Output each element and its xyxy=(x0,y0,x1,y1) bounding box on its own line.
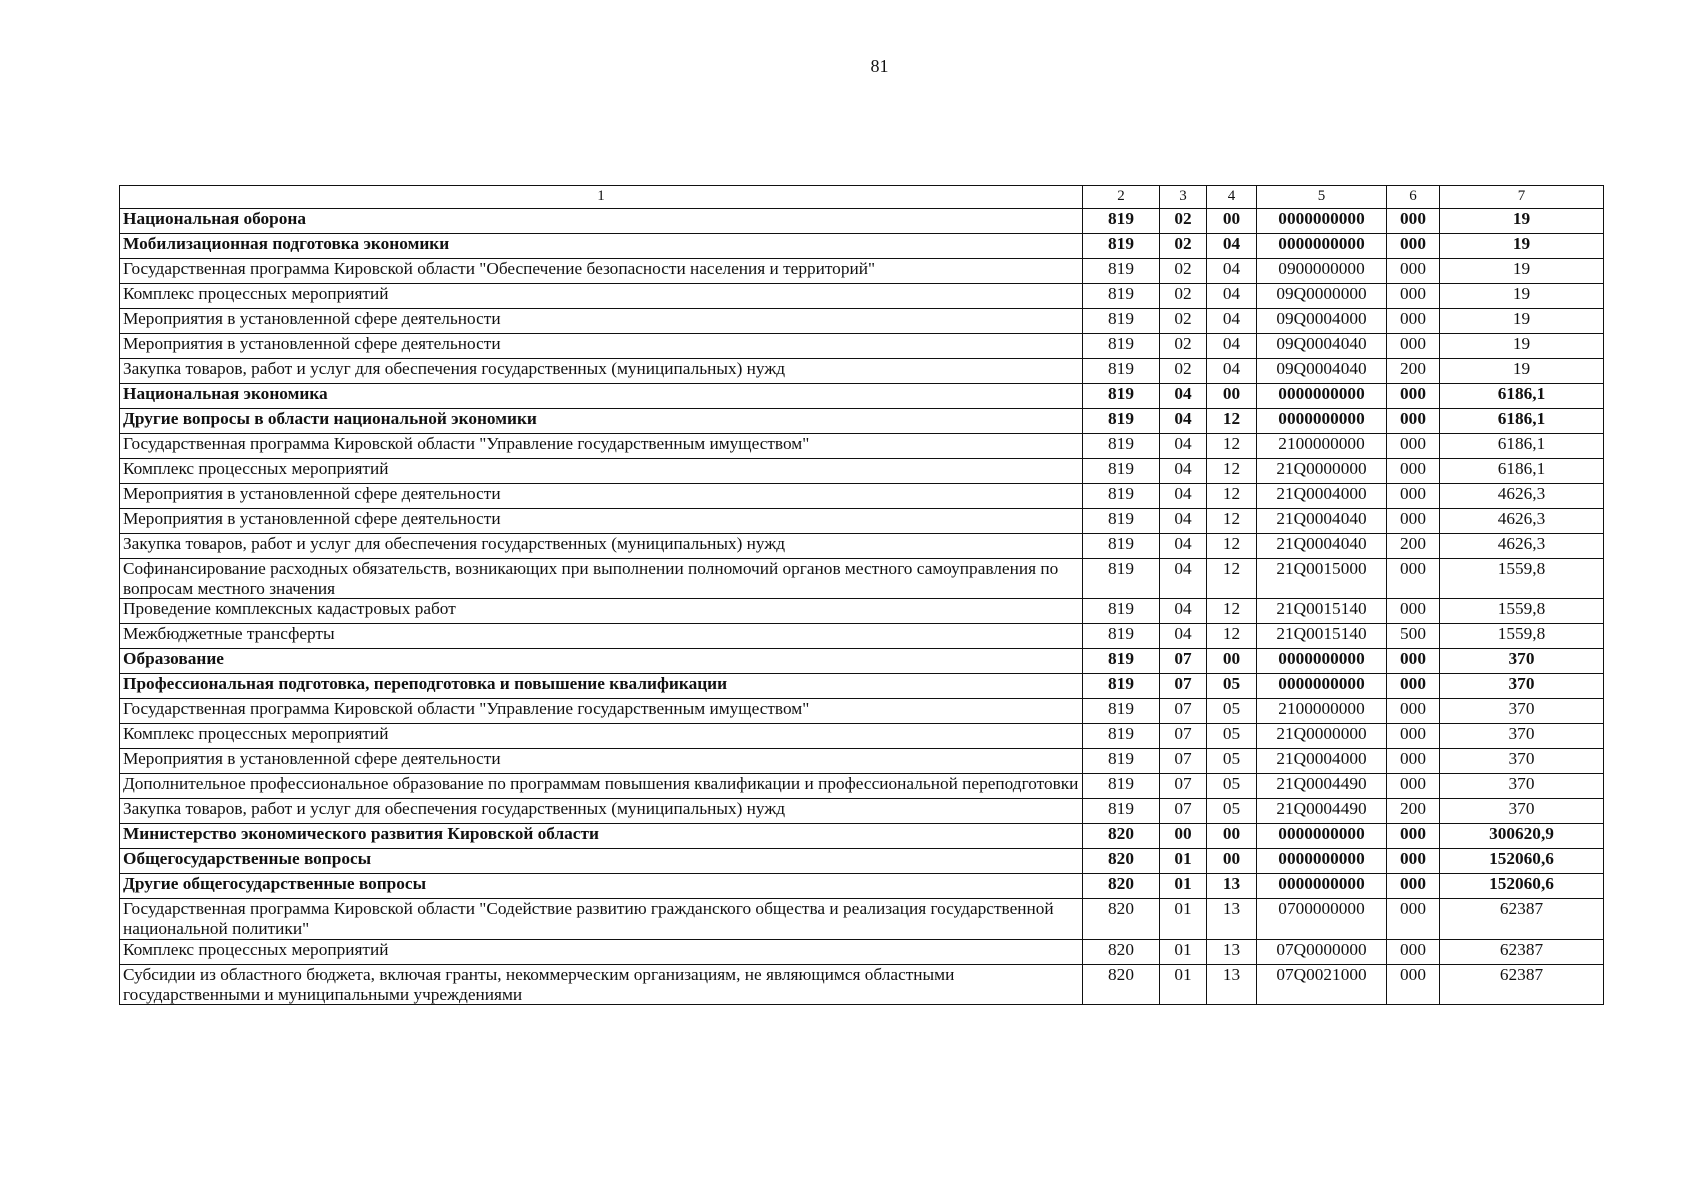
target-article-cell: 21Q0004040 xyxy=(1257,509,1387,534)
table-row xyxy=(120,459,1604,484)
amount-cell: 19 xyxy=(1440,259,1604,284)
subsection-code-cell: 13 xyxy=(1207,874,1257,899)
expense-type-cell: 000 xyxy=(1387,899,1440,939)
table-row xyxy=(120,964,1604,1004)
expense-type-cell: 000 xyxy=(1387,334,1440,359)
amount-cell: 370 xyxy=(1440,674,1604,699)
table-row xyxy=(120,359,1604,384)
subsection-code-cell: 13 xyxy=(1207,964,1257,1004)
table-row xyxy=(120,384,1604,409)
section-code-cell: 04 xyxy=(1160,459,1207,484)
ministry-code-cell: 819 xyxy=(1083,799,1160,824)
amount-cell: 19 xyxy=(1440,209,1604,234)
amount-cell: 19 xyxy=(1440,234,1604,259)
table-row xyxy=(120,409,1604,434)
target-article-cell: 2100000000 xyxy=(1257,699,1387,724)
item-name-cell: Субсидии из областного бюджета, включая гранты, некоммерческим организациям, не являющимся областными государственными и муниципальными учреждениями xyxy=(120,964,1083,1004)
item-name-cell: Комплекс процессных мероприятий xyxy=(120,939,1083,964)
column-header: 2 xyxy=(1083,186,1160,209)
section-code-cell: 07 xyxy=(1160,649,1207,674)
expense-type-cell: 000 xyxy=(1387,824,1440,849)
ministry-code-cell: 819 xyxy=(1083,309,1160,334)
table-row xyxy=(120,259,1604,284)
ministry-code-cell: 819 xyxy=(1083,209,1160,234)
expense-type-cell: 000 xyxy=(1387,509,1440,534)
target-article-cell: 21Q0000000 xyxy=(1257,459,1387,484)
subsection-code-cell: 04 xyxy=(1207,234,1257,259)
amount-cell: 6186,1 xyxy=(1440,384,1604,409)
expense-type-cell: 500 xyxy=(1387,624,1440,649)
subsection-code-cell: 12 xyxy=(1207,484,1257,509)
item-name-cell: Государственная программа Кировской области "Управление государственным имуществом" xyxy=(120,434,1083,459)
target-article-cell: 21Q0015000 xyxy=(1257,559,1387,599)
subsection-code-cell: 04 xyxy=(1207,359,1257,384)
ministry-code-cell: 820 xyxy=(1083,964,1160,1004)
amount-cell: 370 xyxy=(1440,649,1604,674)
target-article-cell: 0000000000 xyxy=(1257,874,1387,899)
ministry-code-cell: 819 xyxy=(1083,674,1160,699)
item-name-cell: Национальная оборона xyxy=(120,209,1083,234)
expense-type-cell: 000 xyxy=(1387,964,1440,1004)
expense-type-cell: 000 xyxy=(1387,849,1440,874)
section-code-cell: 02 xyxy=(1160,359,1207,384)
column-header: 4 xyxy=(1207,186,1257,209)
subsection-code-cell: 12 xyxy=(1207,534,1257,559)
expense-type-cell: 000 xyxy=(1387,724,1440,749)
column-header: 5 xyxy=(1257,186,1387,209)
ministry-code-cell: 819 xyxy=(1083,559,1160,599)
expense-type-cell: 000 xyxy=(1387,384,1440,409)
subsection-code-cell: 00 xyxy=(1207,384,1257,409)
column-header: 1 xyxy=(120,186,1083,209)
expense-type-cell: 200 xyxy=(1387,799,1440,824)
target-article-cell: 09Q0000000 xyxy=(1257,284,1387,309)
item-name-cell: Комплекс процессных мероприятий xyxy=(120,724,1083,749)
section-code-cell: 04 xyxy=(1160,559,1207,599)
target-article-cell: 21Q0004000 xyxy=(1257,484,1387,509)
item-name-cell: Межбюджетные трансферты xyxy=(120,624,1083,649)
table-header-row xyxy=(120,186,1604,209)
page-number: 81 xyxy=(870,56,889,76)
ministry-code-cell: 819 xyxy=(1083,649,1160,674)
ministry-code-cell: 819 xyxy=(1083,409,1160,434)
expense-type-cell: 000 xyxy=(1387,699,1440,724)
target-article-cell: 0900000000 xyxy=(1257,259,1387,284)
target-article-cell: 09Q0004040 xyxy=(1257,359,1387,384)
expense-type-cell: 000 xyxy=(1387,874,1440,899)
expense-type-cell: 000 xyxy=(1387,749,1440,774)
section-code-cell: 04 xyxy=(1160,624,1207,649)
ministry-code-cell: 819 xyxy=(1083,284,1160,309)
amount-cell: 370 xyxy=(1440,724,1604,749)
section-code-cell: 07 xyxy=(1160,724,1207,749)
table-row xyxy=(120,874,1604,899)
subsection-code-cell: 05 xyxy=(1207,799,1257,824)
subsection-code-cell: 12 xyxy=(1207,624,1257,649)
table-row xyxy=(120,509,1604,534)
table-row xyxy=(120,534,1604,559)
table-row xyxy=(120,559,1604,599)
table-row xyxy=(120,774,1604,799)
section-code-cell: 07 xyxy=(1160,774,1207,799)
ministry-code-cell: 819 xyxy=(1083,259,1160,284)
target-article-cell: 21Q0015140 xyxy=(1257,624,1387,649)
subsection-code-cell: 12 xyxy=(1207,434,1257,459)
ministry-code-cell: 819 xyxy=(1083,774,1160,799)
item-name-cell: Мероприятия в установленной сфере деятельности xyxy=(120,484,1083,509)
target-article-cell: 09Q0004040 xyxy=(1257,334,1387,359)
ministry-code-cell: 819 xyxy=(1083,384,1160,409)
target-article-cell: 0000000000 xyxy=(1257,384,1387,409)
amount-cell: 62387 xyxy=(1440,939,1604,964)
target-article-cell: 21Q0004490 xyxy=(1257,774,1387,799)
subsection-code-cell: 12 xyxy=(1207,409,1257,434)
item-name-cell: Национальная экономика xyxy=(120,384,1083,409)
subsection-code-cell: 13 xyxy=(1207,899,1257,939)
subsection-code-cell: 00 xyxy=(1207,849,1257,874)
amount-cell: 152060,6 xyxy=(1440,849,1604,874)
item-name-cell: Мероприятия в установленной сфере деятельности xyxy=(120,309,1083,334)
ministry-code-cell: 819 xyxy=(1083,334,1160,359)
section-code-cell: 02 xyxy=(1160,284,1207,309)
subsection-code-cell: 04 xyxy=(1207,259,1257,284)
section-code-cell: 07 xyxy=(1160,674,1207,699)
amount-cell: 1559,8 xyxy=(1440,599,1604,624)
expense-type-cell: 000 xyxy=(1387,674,1440,699)
subsection-code-cell: 05 xyxy=(1207,749,1257,774)
item-name-cell: Дополнительное профессиональное образование по программам повышения квалификации и профессиональной переподготовки xyxy=(120,774,1083,799)
ministry-code-cell: 819 xyxy=(1083,699,1160,724)
section-code-cell: 01 xyxy=(1160,964,1207,1004)
section-code-cell: 04 xyxy=(1160,534,1207,559)
amount-cell: 1559,8 xyxy=(1440,559,1604,599)
amount-cell: 19 xyxy=(1440,284,1604,309)
amount-cell: 4626,3 xyxy=(1440,484,1604,509)
amount-cell: 4626,3 xyxy=(1440,534,1604,559)
amount-cell: 6186,1 xyxy=(1440,434,1604,459)
subsection-code-cell: 05 xyxy=(1207,724,1257,749)
section-code-cell: 07 xyxy=(1160,699,1207,724)
amount-cell: 300620,9 xyxy=(1440,824,1604,849)
ministry-code-cell: 820 xyxy=(1083,874,1160,899)
item-name-cell: Государственная программа Кировской области "Содействие развитию гражданского общества и реализация государственной национальной политики" xyxy=(120,899,1083,939)
target-article-cell: 21Q0004000 xyxy=(1257,749,1387,774)
table-row xyxy=(120,749,1604,774)
section-code-cell: 04 xyxy=(1160,434,1207,459)
ministry-code-cell: 819 xyxy=(1083,359,1160,384)
item-name-cell: Министерство экономического развития Кировской области xyxy=(120,824,1083,849)
ministry-code-cell: 819 xyxy=(1083,724,1160,749)
table-row xyxy=(120,849,1604,874)
table-row xyxy=(120,699,1604,724)
budget-table xyxy=(119,185,1604,1005)
table-row xyxy=(120,724,1604,749)
table-row xyxy=(120,434,1604,459)
item-name-cell: Государственная программа Кировской области "Обеспечение безопасности населения и территорий" xyxy=(120,259,1083,284)
section-code-cell: 01 xyxy=(1160,874,1207,899)
target-article-cell: 0000000000 xyxy=(1257,234,1387,259)
expense-type-cell: 000 xyxy=(1387,559,1440,599)
target-article-cell: 0000000000 xyxy=(1257,409,1387,434)
expense-type-cell: 000 xyxy=(1387,599,1440,624)
ministry-code-cell: 819 xyxy=(1083,624,1160,649)
table-row xyxy=(120,334,1604,359)
ministry-code-cell: 819 xyxy=(1083,749,1160,774)
table-row xyxy=(120,899,1604,939)
target-article-cell: 0000000000 xyxy=(1257,849,1387,874)
section-code-cell: 01 xyxy=(1160,849,1207,874)
ministry-code-cell: 819 xyxy=(1083,434,1160,459)
ministry-code-cell: 820 xyxy=(1083,824,1160,849)
subsection-code-cell: 04 xyxy=(1207,284,1257,309)
subsection-code-cell: 05 xyxy=(1207,774,1257,799)
item-name-cell: Закупка товаров, работ и услуг для обеспечения государственных (муниципальных) нужд xyxy=(120,534,1083,559)
amount-cell: 152060,6 xyxy=(1440,874,1604,899)
subsection-code-cell: 04 xyxy=(1207,309,1257,334)
subsection-code-cell: 12 xyxy=(1207,559,1257,599)
section-code-cell: 04 xyxy=(1160,484,1207,509)
ministry-code-cell: 819 xyxy=(1083,534,1160,559)
subsection-code-cell: 12 xyxy=(1207,459,1257,484)
table-row xyxy=(120,599,1604,624)
section-code-cell: 02 xyxy=(1160,334,1207,359)
item-name-cell: Мероприятия в установленной сфере деятельности xyxy=(120,334,1083,359)
amount-cell: 6186,1 xyxy=(1440,459,1604,484)
amount-cell: 370 xyxy=(1440,749,1604,774)
section-code-cell: 02 xyxy=(1160,309,1207,334)
table-row xyxy=(120,799,1604,824)
column-header: 7 xyxy=(1440,186,1604,209)
target-article-cell: 0000000000 xyxy=(1257,674,1387,699)
amount-cell: 6186,1 xyxy=(1440,409,1604,434)
subsection-code-cell: 04 xyxy=(1207,334,1257,359)
section-code-cell: 01 xyxy=(1160,899,1207,939)
item-name-cell: Мобилизационная подготовка экономики xyxy=(120,234,1083,259)
item-name-cell: Закупка товаров, работ и услуг для обеспечения государственных (муниципальных) нужд xyxy=(120,359,1083,384)
ministry-code-cell: 819 xyxy=(1083,599,1160,624)
section-code-cell: 04 xyxy=(1160,599,1207,624)
section-code-cell: 04 xyxy=(1160,384,1207,409)
target-article-cell: 21Q0015140 xyxy=(1257,599,1387,624)
expense-type-cell: 200 xyxy=(1387,534,1440,559)
amount-cell: 1559,8 xyxy=(1440,624,1604,649)
table-row xyxy=(120,234,1604,259)
target-article-cell: 21Q0000000 xyxy=(1257,724,1387,749)
amount-cell: 370 xyxy=(1440,799,1604,824)
item-name-cell: Софинансирование расходных обязательств, возникающих при выполнении полномочий органов местного самоуправления по вопросам местного значения xyxy=(120,559,1083,599)
ministry-code-cell: 820 xyxy=(1083,939,1160,964)
item-name-cell: Общегосударственные вопросы xyxy=(120,849,1083,874)
target-article-cell: 21Q0004040 xyxy=(1257,534,1387,559)
expense-type-cell: 000 xyxy=(1387,234,1440,259)
column-header: 3 xyxy=(1160,186,1207,209)
item-name-cell: Мероприятия в установленной сфере деятельности xyxy=(120,509,1083,534)
section-code-cell: 07 xyxy=(1160,799,1207,824)
ministry-code-cell: 820 xyxy=(1083,899,1160,939)
table-row xyxy=(120,484,1604,509)
amount-cell: 62387 xyxy=(1440,964,1604,1004)
amount-cell: 19 xyxy=(1440,309,1604,334)
subsection-code-cell: 12 xyxy=(1207,599,1257,624)
target-article-cell: 0700000000 xyxy=(1257,899,1387,939)
expense-type-cell: 000 xyxy=(1387,484,1440,509)
amount-cell: 62387 xyxy=(1440,899,1604,939)
target-article-cell: 0000000000 xyxy=(1257,649,1387,674)
subsection-code-cell: 00 xyxy=(1207,824,1257,849)
item-name-cell: Другие вопросы в области национальной экономики xyxy=(120,409,1083,434)
expense-type-cell: 000 xyxy=(1387,649,1440,674)
item-name-cell: Профессиональная подготовка, переподготовка и повышение квалификации xyxy=(120,674,1083,699)
item-name-cell: Комплекс процессных мероприятий xyxy=(120,459,1083,484)
table-row xyxy=(120,284,1604,309)
subsection-code-cell: 12 xyxy=(1207,509,1257,534)
expense-type-cell: 000 xyxy=(1387,409,1440,434)
expense-type-cell: 000 xyxy=(1387,259,1440,284)
ministry-code-cell: 819 xyxy=(1083,509,1160,534)
table-row xyxy=(120,939,1604,964)
table-row xyxy=(120,824,1604,849)
item-name-cell: Другие общегосударственные вопросы xyxy=(120,874,1083,899)
expense-type-cell: 200 xyxy=(1387,359,1440,384)
subsection-code-cell: 13 xyxy=(1207,939,1257,964)
item-name-cell: Мероприятия в установленной сфере деятельности xyxy=(120,749,1083,774)
table-row xyxy=(120,624,1604,649)
table-row xyxy=(120,649,1604,674)
section-code-cell: 04 xyxy=(1160,409,1207,434)
target-article-cell: 2100000000 xyxy=(1257,434,1387,459)
section-code-cell: 02 xyxy=(1160,259,1207,284)
section-code-cell: 04 xyxy=(1160,509,1207,534)
item-name-cell: Проведение комплексных кадастровых работ xyxy=(120,599,1083,624)
subsection-code-cell: 05 xyxy=(1207,674,1257,699)
section-code-cell: 02 xyxy=(1160,234,1207,259)
ministry-code-cell: 819 xyxy=(1083,234,1160,259)
expense-type-cell: 000 xyxy=(1387,209,1440,234)
table-row xyxy=(120,309,1604,334)
amount-cell: 370 xyxy=(1440,699,1604,724)
item-name-cell: Государственная программа Кировской области "Управление государственным имуществом" xyxy=(120,699,1083,724)
amount-cell: 4626,3 xyxy=(1440,509,1604,534)
ministry-code-cell: 819 xyxy=(1083,459,1160,484)
expense-type-cell: 000 xyxy=(1387,284,1440,309)
subsection-code-cell: 00 xyxy=(1207,649,1257,674)
ministry-code-cell: 820 xyxy=(1083,849,1160,874)
amount-cell: 370 xyxy=(1440,774,1604,799)
section-code-cell: 07 xyxy=(1160,749,1207,774)
expense-type-cell: 000 xyxy=(1387,459,1440,484)
expense-type-cell: 000 xyxy=(1387,774,1440,799)
section-code-cell: 02 xyxy=(1160,209,1207,234)
target-article-cell: 21Q0004490 xyxy=(1257,799,1387,824)
section-code-cell: 00 xyxy=(1160,824,1207,849)
item-name-cell: Образование xyxy=(120,649,1083,674)
target-article-cell: 07Q0000000 xyxy=(1257,939,1387,964)
target-article-cell: 09Q0004000 xyxy=(1257,309,1387,334)
target-article-cell: 0000000000 xyxy=(1257,824,1387,849)
column-header: 6 xyxy=(1387,186,1440,209)
amount-cell: 19 xyxy=(1440,359,1604,384)
table-row xyxy=(120,209,1604,234)
expense-type-cell: 000 xyxy=(1387,309,1440,334)
table-body xyxy=(120,209,1604,1005)
table-row xyxy=(120,674,1604,699)
item-name-cell: Закупка товаров, работ и услуг для обеспечения государственных (муниципальных) нужд xyxy=(120,799,1083,824)
amount-cell: 19 xyxy=(1440,334,1604,359)
target-article-cell: 07Q0021000 xyxy=(1257,964,1387,1004)
item-name-cell: Комплекс процессных мероприятий xyxy=(120,284,1083,309)
target-article-cell: 0000000000 xyxy=(1257,209,1387,234)
expense-type-cell: 000 xyxy=(1387,939,1440,964)
subsection-code-cell: 05 xyxy=(1207,699,1257,724)
ministry-code-cell: 819 xyxy=(1083,484,1160,509)
section-code-cell: 01 xyxy=(1160,939,1207,964)
subsection-code-cell: 00 xyxy=(1207,209,1257,234)
expense-type-cell: 000 xyxy=(1387,434,1440,459)
